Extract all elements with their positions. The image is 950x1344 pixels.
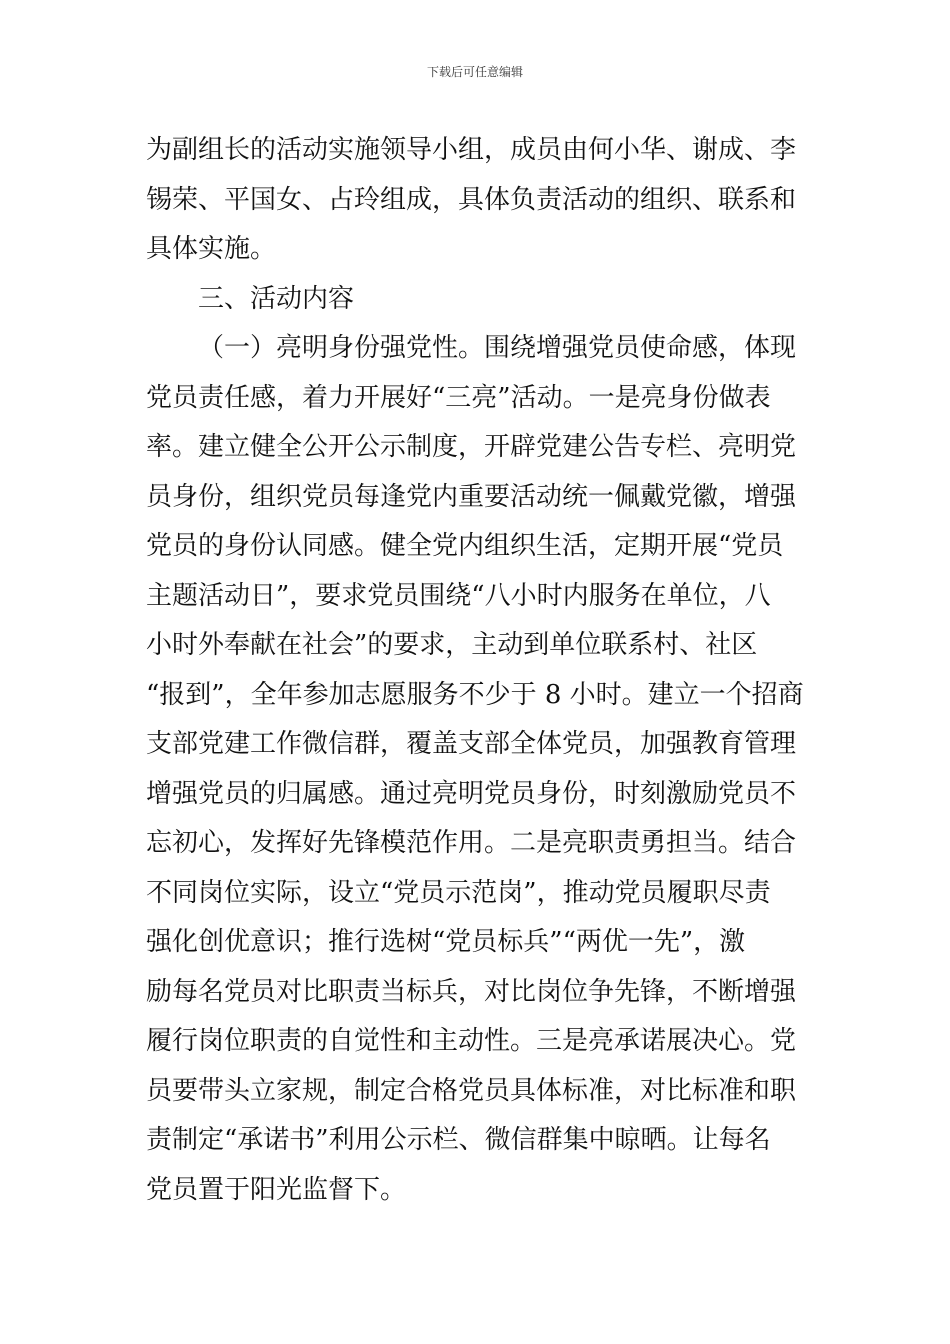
text-line: 励每名党员对比职责当标兵，对比岗位争先锋，不断增强: [146, 976, 797, 1007]
text-line: 员要带头立家规，制定合格党员具体标准，对比标准和职: [146, 1075, 797, 1106]
section-heading: [146, 275, 808, 325]
text-line: 具体实施。: [146, 234, 277, 264]
text-line: 不同岗位实际，设立“党员示范岗”，推动党员履职尽责: [146, 877, 771, 908]
text-line: 小时外奉献在社会”的要求，主动到单位联系村、社区: [146, 630, 758, 660]
text-line: 为副组长的活动实施领导小组，成员由何小华、谢成、李: [146, 135, 797, 165]
text-line: 党员责任感，着力开展好“三亮”活动。一是亮身份做表: [146, 382, 771, 413]
section-heading-text: 三、活动内容: [198, 283, 355, 314]
text-line: “报到”，全年参加志愿服务不少于 8 小时。建立一个招商: [146, 679, 804, 710]
text-line: 增强党员的归属感。通过亮明党员身份，时刻激励党员不: [146, 778, 797, 809]
text-line: 强化创优意识；推行选树“党员标兵”“两优一先”，激: [146, 927, 746, 957]
text-line: 主题活动日”，要求党员围绕“八小时内服务在单位，八: [146, 580, 771, 611]
page-header-text: 下载后可任意编辑: [426, 65, 523, 79]
document-body: [146, 126, 808, 1215]
text-line: 党员的身份认同感。健全党内组织生活，定期开展“党员: [146, 531, 784, 561]
text-line: 率。建立健全公开公示制度，开辟党建公告专栏、亮明党: [146, 432, 797, 462]
text-line: 忘初心，发挥好先锋模范作用。二是亮职责勇担当。结合: [146, 828, 797, 858]
text-line: 党员置于阳光监督下。: [146, 1174, 407, 1205]
paragraph-activity-content: [146, 324, 808, 1215]
text-line: 员身份，组织党员每逢党内重要活动统一佩戴党徽，增强: [146, 481, 797, 512]
text-line: （一）亮明身份强党性。围绕增强党员使命感，体现: [198, 333, 797, 363]
paragraph-leading-group: [146, 126, 808, 275]
page-header: [0, 64, 950, 80]
text-line: 锡荣、平国女、占玲组成，具体负责活动的组织、联系和: [146, 184, 797, 215]
text-line: 履行岗位职责的自觉性和主动性。三是亮承诺展决心。党: [146, 1026, 797, 1056]
text-line: 责制定“承诺书”利用公示栏、微信群集中晾晒。让每名: [146, 1125, 771, 1155]
text-line: 支部党建工作微信群，覆盖支部全体党员，加强教育管理: [146, 729, 797, 759]
